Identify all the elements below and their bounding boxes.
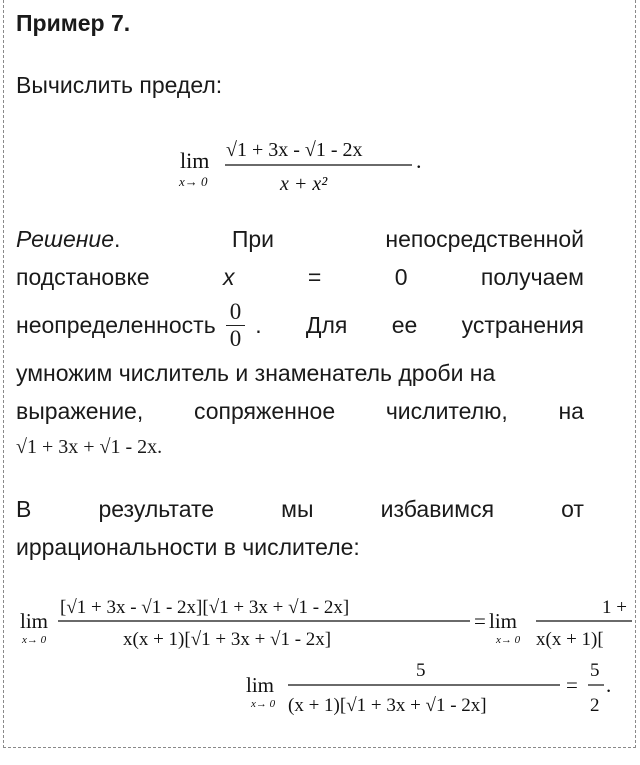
word: сопряженное (193, 397, 336, 424)
word: выражение, (16, 397, 144, 424)
solution-line-1-rest: . При непосредственной (114, 225, 584, 252)
solution-paragraph (16, 220, 584, 464)
word: получаем (480, 263, 584, 290)
result-line-2 (16, 528, 584, 566)
result-paragraph (16, 490, 584, 566)
lim-subscript: x→ 0 (22, 634, 47, 646)
fraction-numerator: 0 (226, 299, 246, 326)
result-line-1 (16, 490, 584, 528)
fraction-denominator: 0 (229, 325, 242, 351)
word: числителю, (385, 397, 508, 424)
formula1-numerator: √1 + 3x - √1 - 2x (226, 139, 363, 161)
formula2-numerator: [√1 + 3x - √1 - 2x][√1 + 3x + √1 - 2x] (60, 597, 350, 618)
lim-label: lim (246, 673, 275, 697)
formula1-period: . (416, 148, 422, 173)
word: В (16, 495, 32, 522)
equals-sign: = (566, 673, 578, 697)
lim-subscript: x→ 0 (251, 698, 276, 710)
formula2-numerator-2: 1 + (602, 597, 627, 618)
zero-over-zero (226, 299, 246, 352)
example-heading: Пример 7. (16, 10, 131, 36)
formula2-denominator-2: x(x + 1)[ (536, 629, 604, 650)
word: результате (98, 495, 215, 522)
solution-line-3 (16, 296, 584, 354)
lim-subscript: x→ 0 (179, 174, 208, 189)
word: мы (281, 495, 314, 522)
solution-line-4 (16, 354, 584, 392)
lim-subscript: x→ 0 (496, 634, 521, 646)
solution-line-1 (16, 220, 584, 258)
formula2-denominator-3: (x + 1)[√1 + 3x + √1 - 2x] (288, 695, 487, 716)
solution-line-2 (16, 258, 584, 296)
word: неопределенность (16, 311, 216, 338)
lim-label: lim (20, 609, 49, 633)
solution-line-3-end: . Для ее устранения (255, 311, 584, 338)
lim-label: lim (489, 609, 518, 633)
lim-label: lim (180, 148, 210, 173)
solution-line-6 (16, 430, 584, 464)
text: иррациональности в числителе: (16, 533, 360, 560)
result-numerator: 5 (590, 660, 600, 681)
result-denominator: 2 (590, 695, 600, 716)
task-text: Вычислить предел: (16, 72, 223, 98)
formula2-numerator-3: 5 (416, 660, 426, 681)
limit-formula-1 (170, 128, 430, 198)
formula2-period: . (606, 673, 612, 697)
equals-sign: = (307, 263, 322, 290)
formula2-denominator: x(x + 1)[√1 + 3x + √1 - 2x] (123, 629, 332, 650)
equals-sign: = (474, 609, 486, 633)
word: избавимся (380, 495, 495, 522)
conjugate-expression: √1 + 3x + √1 - 2x. (16, 435, 163, 458)
formula1-denominator: x + x² (280, 173, 328, 195)
variable-x: x (222, 263, 235, 290)
text: умножим числитель и знаменатель дроби на (16, 359, 496, 386)
word: подстановке (16, 263, 150, 290)
solution-word: Решение (16, 225, 114, 252)
solution-line-5 (16, 392, 584, 430)
limit-formula-2 (8, 590, 632, 745)
word: на (558, 397, 584, 424)
zero-value: 0 (394, 263, 408, 290)
word: от (561, 495, 584, 522)
